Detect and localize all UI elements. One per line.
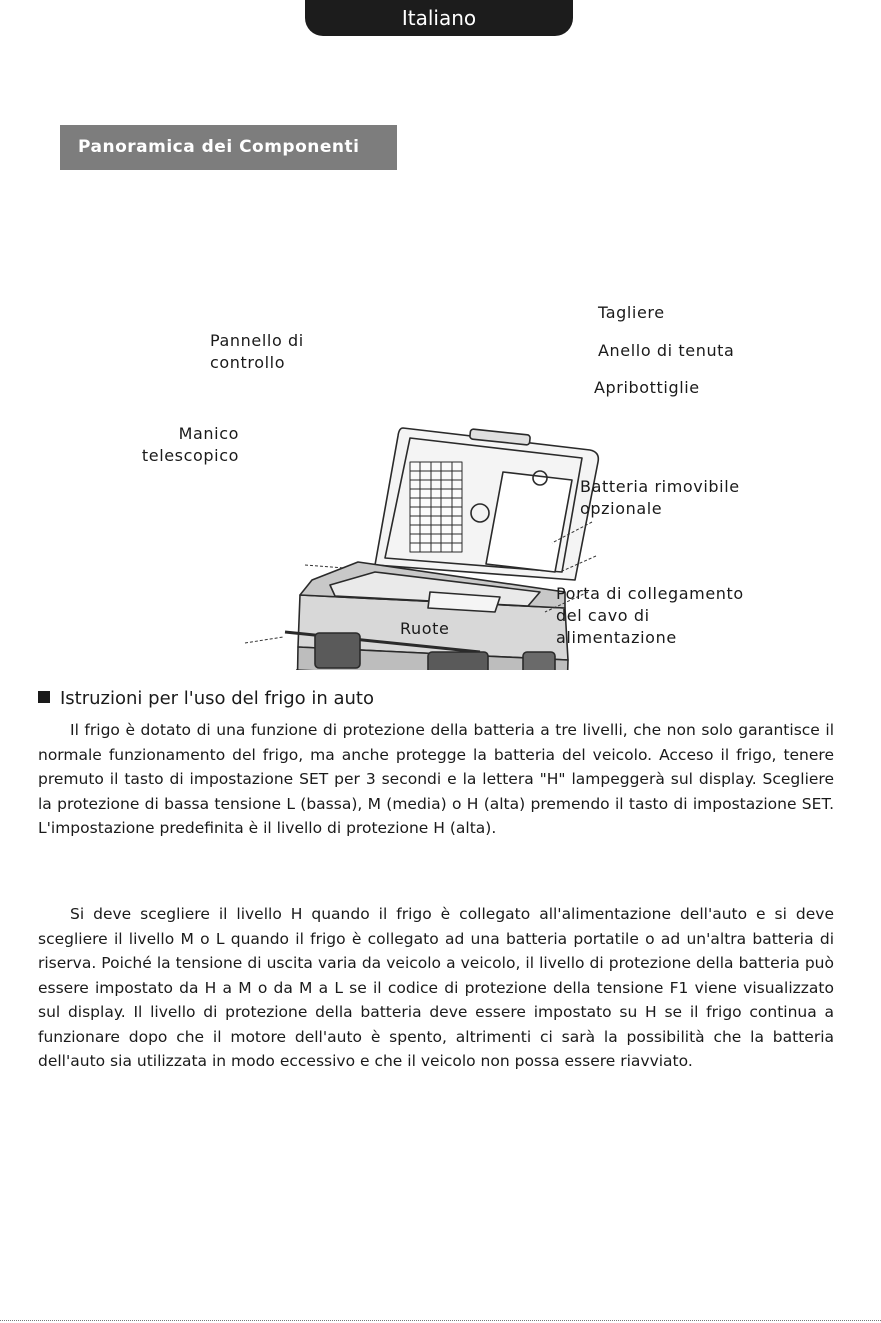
callout-manico-telescopico: Manico telescopico [141,424,239,465]
instructions-heading [38,686,374,712]
section-title: Panoramica dei Componenti [60,125,397,170]
instructions-paragraph-2: Si deve scegliere il livello H quando il frigo è collegato all'alimentazione dell'auto e si deve scegliere il livello M o L quando il frigo è collegato ad una batteria portatile o ad un'altra batteria di riserva. Poiché la tensione di uscita varia da veicolo a veicolo, il livello di protezione della batteria può essere impostato da H a M o da M a L se il codice di protezione della tensione F1 viene visualizzato sul display. Il livello di protezione della batteria deve essere impostato su H se il frigo continua a funzionare dopo che il motore dell'auto è spento, altrimenti ci sarà la possibilità che la batteria dell'auto sia utilizzata in modo eccessivo e che il veicolo non possa essere riavviato. [38,905,834,1070]
callout-porta-di-collegamento: Porta di collegamento del cavo di alimentazione [556,584,744,647]
language-tab: Italiano [305,0,573,36]
instructions-paragraph-1: Il frigo è dotato di una funzione di protezione della batteria a tre livelli, che non solo garantisce il normale funzionamento del frigo, ma anche protegge la batteria del veicolo. Acceso il frigo, tenere premuto il tasto di impostazione SET per 3 secondi e la lettera "H" lampeggerà sul display. Scegliere la protezione di bassa tensione L (bassa), M (media) o H (alta) premendo il tasto di impostazione SET. L'impostazione predefinita è il livello di protezione H (alta). [38,721,834,837]
callout-anello-di-tenuta: Anello di tenuta [598,341,735,360]
components-figure [0,200,881,670]
footer-rule [0,1320,881,1321]
square-bullet-icon [38,691,50,703]
callout-batteria-rimovibile: Batteria rimovibile opzionale [580,477,740,518]
portable-fridge-illustration [0,200,881,670]
instructions-heading-text: Istruzioni per l'uso del frigo in auto [60,688,374,709]
callout-ruote: Ruote [400,619,450,638]
callout-apribottiglie: Apribottiglie [594,378,700,397]
callout-pannello-di-controllo: Pannello di controllo [210,331,304,372]
callout-tagliere: Tagliere [598,303,665,322]
